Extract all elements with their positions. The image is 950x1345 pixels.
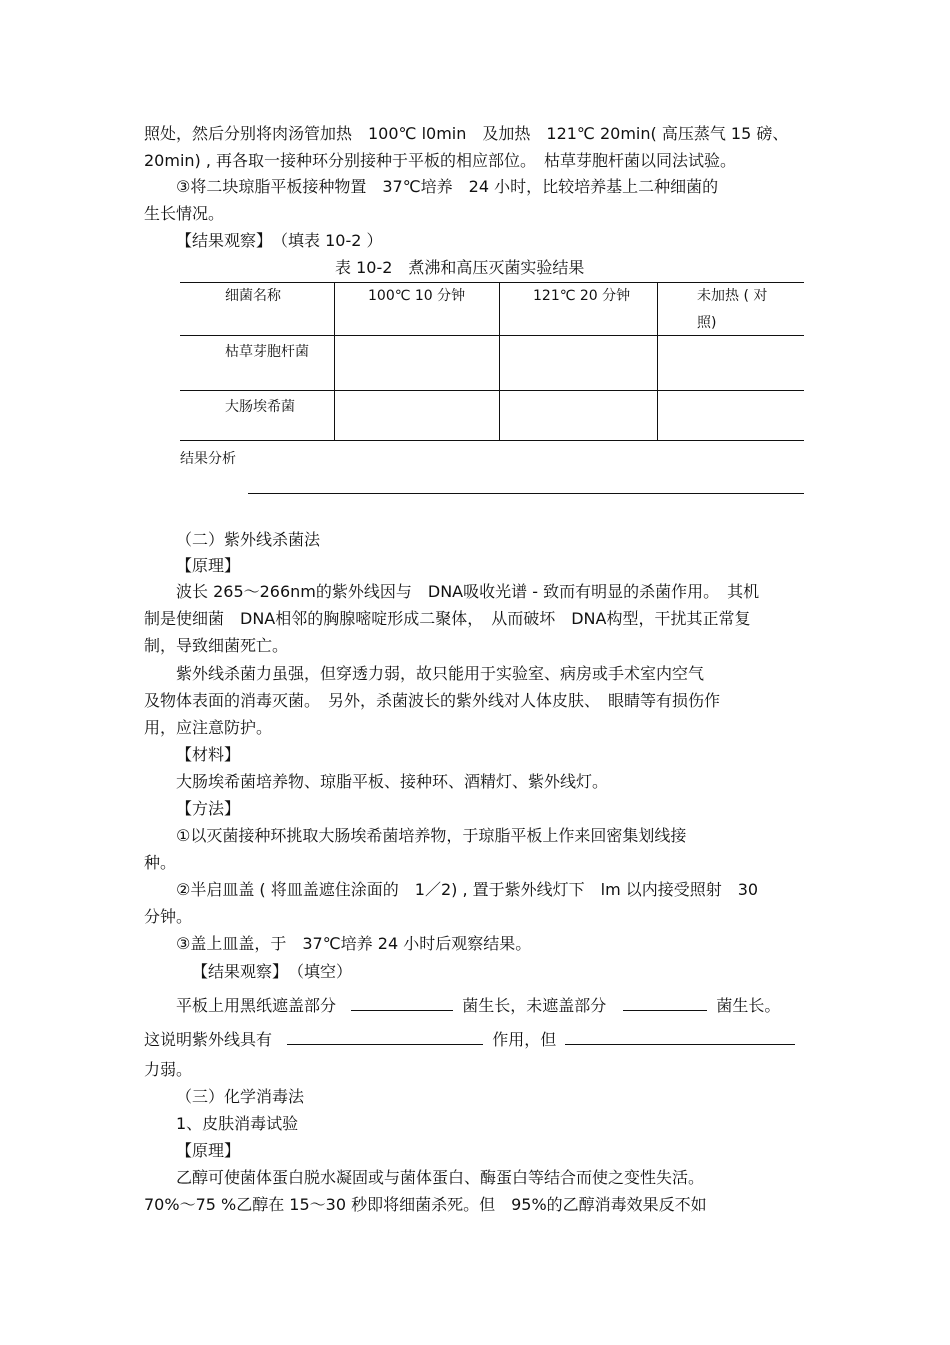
table-col-divider — [334, 282, 335, 440]
table-top-rule — [180, 282, 804, 283]
blank-uncovered[interactable] — [623, 994, 707, 1011]
blank-covered[interactable] — [351, 994, 453, 1011]
table-header-cell: 121℃ 20 分钟 — [533, 288, 631, 304]
analysis-answer-line[interactable] — [248, 493, 804, 494]
method-step: ②半启皿盖 ( 将皿盖遮住涂面的 1／2) , 置于紫外线灯下 lm 以内接受照射 30 — [176, 880, 759, 899]
paragraph-line: 照处，然后分别将肉汤管加热 100℃ l0min 及加热 121℃ 20min( 高压蒸气 15 磅、 — [144, 124, 789, 143]
fill-text: 菌生长，未遮盖部分 — [462, 996, 607, 1015]
paragraph-line: 70%～75 %乙醇在 15～30 秒即将细菌杀死。但 95%的乙醇消毒效果反不如 — [144, 1195, 707, 1214]
table-bottom-rule — [180, 440, 804, 441]
paragraph-line: 生长情况。 — [144, 204, 225, 223]
blank-effect[interactable] — [287, 1028, 483, 1045]
method-step: ③盖上皿盖，于 37℃培养 24 小时后观察结果。 — [176, 934, 532, 953]
table-col-divider — [499, 282, 500, 440]
section-title: （三）化学消毒法 — [176, 1087, 305, 1106]
paragraph-line: 力弱。 — [144, 1060, 193, 1079]
table-caption: 表 10-2 煮沸和高压灭菌实验结果 — [335, 258, 585, 277]
paragraph-line: 用，应注意防护。 — [144, 718, 273, 737]
table-header-cell: 照) — [697, 315, 717, 331]
principle-heading: 【原理】 — [176, 556, 241, 575]
principle-heading: 【原理】 — [176, 1141, 241, 1160]
fill-text: 平板上用黑纸遮盖部分 — [176, 996, 337, 1015]
paragraph-line: 紫外线杀菌力虽强，但穿透力弱，故只能用于实验室、病房或手术室内空气 — [176, 664, 705, 683]
fill-text: 作用，但 — [492, 1030, 557, 1049]
paragraph-line: 制是使细菌 DNA相邻的胸腺嘧啶形成二聚体， 从而破坏 DNA构型，干扰其正常复 — [144, 609, 751, 628]
method-heading: 【方法】 — [176, 799, 241, 818]
table-row-label: 枯草芽胞杆菌 — [225, 344, 309, 360]
table-row-label: 大肠埃希菌 — [225, 399, 295, 415]
table-header-rule — [180, 335, 804, 336]
method-step: ①以灭菌接种环挑取大肠埃希菌培养物，于琼脂平板上作来回密集划线接 — [176, 826, 687, 845]
result-observation-heading: 【结果观察】 （填空） — [192, 962, 353, 981]
paragraph-line: 制，导致细菌死亡。 — [144, 636, 289, 655]
fill-line — [144, 1028, 795, 1050]
materials-heading: 【材料】 — [176, 745, 241, 764]
blank-weakness[interactable] — [565, 1028, 795, 1045]
table-header-cell: 未加热 ( 对 — [697, 288, 768, 304]
paragraph-line: 分钟。 — [144, 907, 193, 926]
paragraph-line: 乙醇可使菌体蛋白脱水凝固或与菌体蛋白、酶蛋白等结合而使之变性失活。 — [176, 1168, 705, 1187]
section-title: （二）紫外线杀菌法 — [176, 530, 321, 549]
paragraph-line: ③将二块琼脂平板接种物置 37℃培养 24 小时，比较培养基上二种细菌的 — [176, 177, 719, 196]
paragraph-line: 波长 265～266nm的紫外线因与 DNA吸收光谱 - 致而有明显的杀菌作用。 其机 — [176, 582, 760, 601]
paragraph-line: 及物体表面的消毒灭菌。 另外，杀菌波长的紫外线对人体皮肤、 眼睛等有损伤作 — [144, 691, 721, 710]
table-header-cell: 细菌名称 — [225, 288, 281, 304]
fill-text: 这说明紫外线具有 — [144, 1030, 273, 1049]
result-observation-heading: 【结果观察】 （填表 10-2 ） — [176, 231, 383, 250]
table-header-cell: 100℃ 10 分钟 — [368, 288, 466, 304]
paragraph-line: 20min) , 再各取一接种环分别接种于平板的相应部位。 枯草芽胞杆菌以同法试验。 — [144, 151, 737, 170]
fill-line — [176, 994, 780, 1016]
table-col-divider — [657, 282, 658, 440]
subsection-title: 1、皮肤消毒试验 — [176, 1114, 299, 1133]
table-row-rule — [180, 390, 804, 391]
fill-text: 菌生长。 — [716, 996, 781, 1015]
paragraph-line: 种。 — [144, 853, 177, 872]
analysis-label: 结果分析 — [180, 451, 236, 467]
materials-text: 大肠埃希菌培养物、琼脂平板、接种环、酒精灯、紫外线灯。 — [176, 772, 609, 791]
